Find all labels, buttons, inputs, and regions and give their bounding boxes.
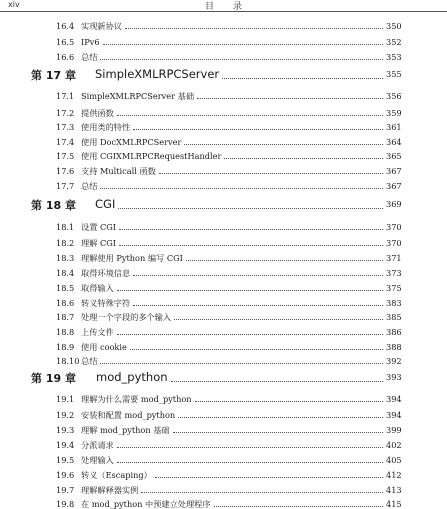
leader-dots (117, 115, 383, 116)
leader-dots (119, 245, 383, 246)
section-title: 理解 CGI (81, 238, 117, 248)
section-number: 19.4 (56, 440, 75, 450)
page-number: 392 (386, 356, 402, 366)
section-title: 转义特殊字符 (81, 298, 131, 308)
leader-dots (133, 305, 383, 306)
section-number: 18.1 (56, 222, 75, 232)
chapter-label: 第 17 章 (31, 69, 76, 82)
leader-dots (117, 290, 383, 291)
page-number: 370 (386, 222, 402, 232)
page-number: 399 (386, 425, 402, 435)
page-number: 370 (386, 238, 402, 248)
leader-dots (125, 28, 383, 29)
section-title: 使用 DocXMLRPCServer (81, 137, 182, 147)
page-number: 355 (386, 69, 402, 79)
page-number: 388 (386, 342, 402, 352)
section-number: 19.3 (56, 425, 75, 435)
page-number: 359 (386, 108, 402, 118)
leader-dots (178, 417, 383, 418)
leader-dots (117, 462, 383, 463)
chapter-heading (0, 67, 447, 81)
leader-dots (100, 188, 383, 189)
chapter-label: 第 19 章 (31, 372, 76, 385)
section-number: 17.7 (56, 181, 75, 191)
page-number: 413 (386, 485, 402, 495)
section-title: 转义（Escaping） (81, 470, 152, 480)
page-number: 364 (386, 137, 402, 147)
leader-dots (195, 401, 383, 402)
header-rule (0, 11, 447, 12)
page-number: 371 (386, 253, 402, 263)
leader-dots (100, 59, 383, 60)
leader-dots (159, 173, 383, 174)
section-title: 总结 (81, 52, 98, 62)
section-title: 上传文件 (81, 327, 114, 337)
section-number: 19.5 (56, 455, 75, 465)
section-title: 使用类的特性 (81, 122, 131, 132)
section-number: 17.4 (56, 137, 75, 147)
leader-dots (117, 334, 383, 335)
section-title: SimpleXMLRPCServer 基础 (81, 91, 195, 101)
leader-dots (155, 477, 383, 478)
section-title: 使用 cookie (81, 342, 127, 352)
section-number: 18.10 (56, 356, 80, 366)
section-title: 使用 CGIXMLRPCRequestHandler (81, 151, 222, 161)
leader-dots (184, 144, 383, 145)
section-title: 理解 mod_python 基础 (81, 425, 170, 435)
leader-dots (173, 432, 383, 433)
section-number: 19.8 (56, 499, 75, 509)
section-title: 设置 CGI (81, 222, 117, 232)
section-title: 处理一个字段的多个输入 (81, 312, 172, 322)
page-number: 383 (386, 298, 402, 308)
section-number: 16.4 (56, 21, 75, 31)
section-number: 18.3 (56, 253, 75, 263)
leader-dots (133, 275, 383, 276)
leader-dots (103, 44, 383, 45)
page-number: 385 (386, 312, 402, 322)
section-title: IPv6 (81, 37, 100, 47)
page-number: 394 (386, 394, 402, 404)
leader-dots (174, 319, 383, 320)
page-number: 405 (386, 455, 402, 465)
leader-dots (100, 363, 383, 364)
page-number: 350 (386, 21, 402, 31)
header-page-number: xiv (8, 0, 20, 9)
section-title: 在 mod_python 中预建立处理程序 (81, 499, 211, 509)
chapter-label: 第 18 章 (31, 199, 76, 212)
section-title: 理解使用 Python 编写 CGI (81, 253, 183, 263)
leader-dots (171, 381, 383, 382)
page-number: 375 (386, 283, 402, 293)
section-number: 19.1 (56, 394, 75, 404)
page-number: 412 (386, 470, 402, 480)
leader-dots (186, 260, 383, 261)
leader-dots (133, 129, 383, 130)
page-number: 415 (386, 499, 402, 509)
section-number: 17.1 (56, 91, 75, 101)
page-number: 402 (386, 440, 402, 450)
section-title: 支持 Multicall 函数 (81, 166, 156, 176)
section-number: 18.7 (56, 312, 75, 322)
leader-dots (119, 229, 383, 230)
section-number: 18.6 (56, 298, 75, 308)
section-title: 分派请求 (81, 440, 114, 450)
section-title: 提供函数 (81, 108, 114, 118)
page-header (0, 0, 447, 12)
leader-dots (222, 78, 383, 79)
section-number: 17.2 (56, 108, 75, 118)
page-number: 367 (386, 181, 402, 191)
page-number: 394 (386, 410, 402, 420)
section-number: 18.5 (56, 283, 75, 293)
section-title: 实现新协议 (81, 21, 122, 31)
section-title: 取得环境信息 (81, 268, 131, 278)
section-number: 19.6 (56, 470, 75, 480)
section-number: 17.3 (56, 122, 75, 132)
section-number: 18.8 (56, 327, 75, 337)
leader-dots (197, 98, 383, 99)
section-title: 总结 (81, 181, 98, 191)
header-title: 目 录 (205, 2, 250, 12)
page-number: 352 (386, 37, 402, 47)
leader-dots (117, 447, 383, 448)
page-number: 365 (386, 151, 402, 161)
chapter-heading (0, 370, 447, 384)
chapter-title: CGI (95, 197, 116, 211)
section-number: 16.5 (56, 37, 75, 47)
section-number: 16.6 (56, 52, 75, 62)
page-number: 386 (386, 327, 402, 337)
section-title: 总结 (81, 356, 98, 366)
section-title: 理解解释器实例 (81, 485, 139, 495)
chapter-title: SimpleXMLRPCServer (95, 67, 220, 81)
leader-dots (224, 158, 383, 159)
page-number: 353 (386, 52, 402, 62)
page-number: 373 (386, 268, 402, 278)
page-number: 393 (386, 372, 402, 382)
leader-dots (118, 208, 383, 209)
chapter-title: mod_python (96, 370, 168, 384)
section-number: 19.7 (56, 485, 75, 495)
leader-dots (130, 349, 383, 350)
section-number: 18.2 (56, 238, 75, 248)
section-number: 18.9 (56, 342, 75, 352)
chapter-heading (0, 197, 447, 211)
leader-dots (141, 492, 383, 493)
section-title: 理解为什么需要 mod_python (81, 394, 192, 404)
section-number: 17.6 (56, 166, 75, 176)
page-number: 356 (386, 91, 402, 101)
page-number: 361 (386, 122, 402, 132)
section-title: 处理输入 (81, 455, 114, 465)
section-title: 取得输入 (81, 283, 114, 293)
section-title: 安装和配置 mod_python (81, 410, 176, 420)
page-number: 367 (386, 166, 402, 176)
section-number: 19.2 (56, 410, 75, 420)
section-number: 18.4 (56, 268, 75, 278)
section-number: 17.5 (56, 151, 75, 161)
page-number: 369 (386, 199, 402, 209)
